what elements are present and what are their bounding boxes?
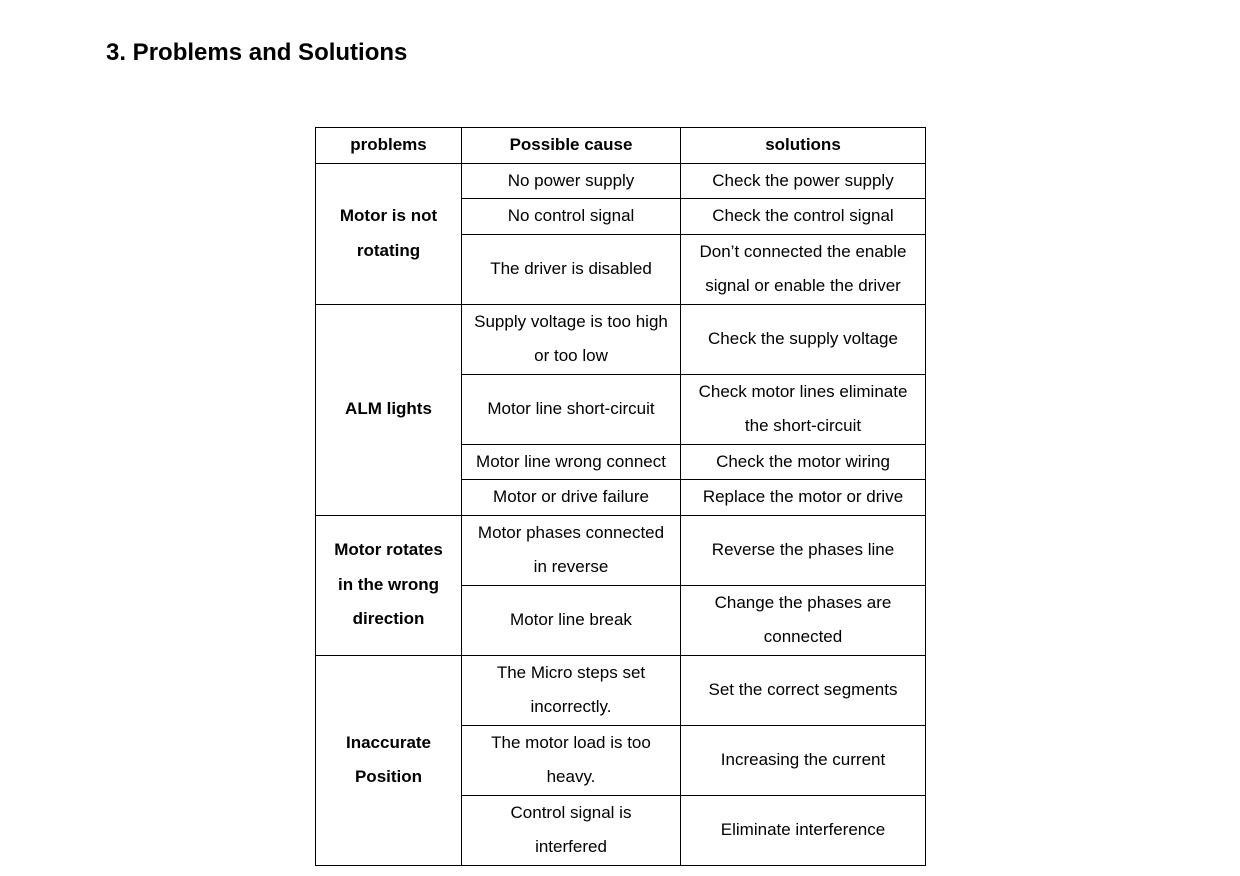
cause-text: Control signal is xyxy=(510,802,632,822)
cause-text: Motor line wrong connect xyxy=(476,451,666,471)
solution-text: Increasing the current xyxy=(720,749,886,769)
problem-text: Inaccurate xyxy=(345,732,432,752)
problem-text: direction xyxy=(352,609,425,629)
solution-text: Check the motor wiring xyxy=(716,451,890,471)
cause-text: No control signal xyxy=(507,206,635,225)
solution-cell xyxy=(681,655,926,725)
solution-text: Change the phases are xyxy=(714,592,892,612)
solution-text: Don’t connected the enable xyxy=(699,241,907,261)
cause-text: Motor or drive failure xyxy=(493,487,649,506)
table-body xyxy=(316,163,926,865)
problem-cell xyxy=(316,163,462,304)
cause-cell xyxy=(462,585,681,655)
cause-text: or too low xyxy=(534,346,608,365)
problem-cell xyxy=(316,655,462,865)
solution-text: connected xyxy=(763,627,843,646)
table-header-row xyxy=(316,128,926,164)
solution-cell xyxy=(681,515,926,585)
cause-text: The driver is disabled xyxy=(490,258,652,278)
solution-text: Eliminate interference xyxy=(720,819,886,839)
problem-text: ALM lights xyxy=(345,399,432,419)
problem-cell xyxy=(316,515,462,655)
page-title: 3. Problems and Solutions xyxy=(106,39,408,66)
solution-cell xyxy=(681,795,926,865)
table-row xyxy=(316,163,926,199)
column-header-possible-cause: Possible cause xyxy=(462,128,681,164)
solution-cell xyxy=(681,199,926,235)
solution-cell xyxy=(681,444,926,480)
cause-cell xyxy=(462,304,681,374)
column-header-problems: problems xyxy=(316,128,462,164)
cause-cell xyxy=(462,480,681,516)
cause-text: heavy. xyxy=(546,767,596,786)
table-row xyxy=(316,515,926,585)
cause-text: in reverse xyxy=(533,557,609,576)
table-row xyxy=(316,304,926,374)
cause-text: Motor phases connected xyxy=(477,522,665,542)
solution-cell xyxy=(681,304,926,374)
solution-text: Check the supply voltage xyxy=(708,328,898,348)
solution-cell xyxy=(681,374,926,444)
problems-solutions-table xyxy=(315,127,926,866)
cause-text: The Micro steps set xyxy=(496,662,646,682)
problem-text: Motor is not xyxy=(339,206,438,225)
solution-cell xyxy=(681,725,926,795)
solution-text: Check the control signal xyxy=(712,206,894,225)
solution-text: Replace the motor or drive xyxy=(702,487,904,506)
cause-cell xyxy=(462,795,681,865)
solution-cell xyxy=(681,480,926,516)
cause-cell xyxy=(462,655,681,725)
solution-cell xyxy=(681,234,926,304)
problem-text: in the wrong xyxy=(337,574,440,594)
solution-cell xyxy=(681,163,926,199)
problem-text: rotating xyxy=(356,240,421,260)
cause-cell xyxy=(462,163,681,199)
cause-text: Motor line short-circuit xyxy=(487,398,655,418)
problem-text: Position xyxy=(354,767,423,786)
solution-text: Set the correct segments xyxy=(708,679,898,699)
solution-text: signal or enable the driver xyxy=(705,276,901,295)
cause-text: interfered xyxy=(535,837,607,856)
problem-cell xyxy=(316,304,462,515)
cause-cell xyxy=(462,234,681,304)
solution-text: Check the power supply xyxy=(712,170,894,190)
column-header-solutions: solutions xyxy=(681,128,926,164)
cause-text: The motor load is too xyxy=(491,732,651,752)
cause-cell xyxy=(462,444,681,480)
cause-cell xyxy=(462,199,681,235)
solution-text: the short-circuit xyxy=(744,416,862,435)
cause-text: No power supply xyxy=(507,170,635,190)
cause-cell xyxy=(462,515,681,585)
solution-text: Check motor lines eliminate xyxy=(698,381,908,401)
cause-text: Supply voltage is too high xyxy=(474,311,668,331)
table-row xyxy=(316,655,926,725)
solution-cell xyxy=(681,585,926,655)
cause-text: Motor line break xyxy=(510,609,632,629)
cause-cell xyxy=(462,374,681,444)
cause-text: incorrectly. xyxy=(530,697,612,716)
solution-text: Reverse the phases line xyxy=(711,539,895,559)
cause-cell xyxy=(462,725,681,795)
problem-text: Motor rotates xyxy=(334,540,443,560)
